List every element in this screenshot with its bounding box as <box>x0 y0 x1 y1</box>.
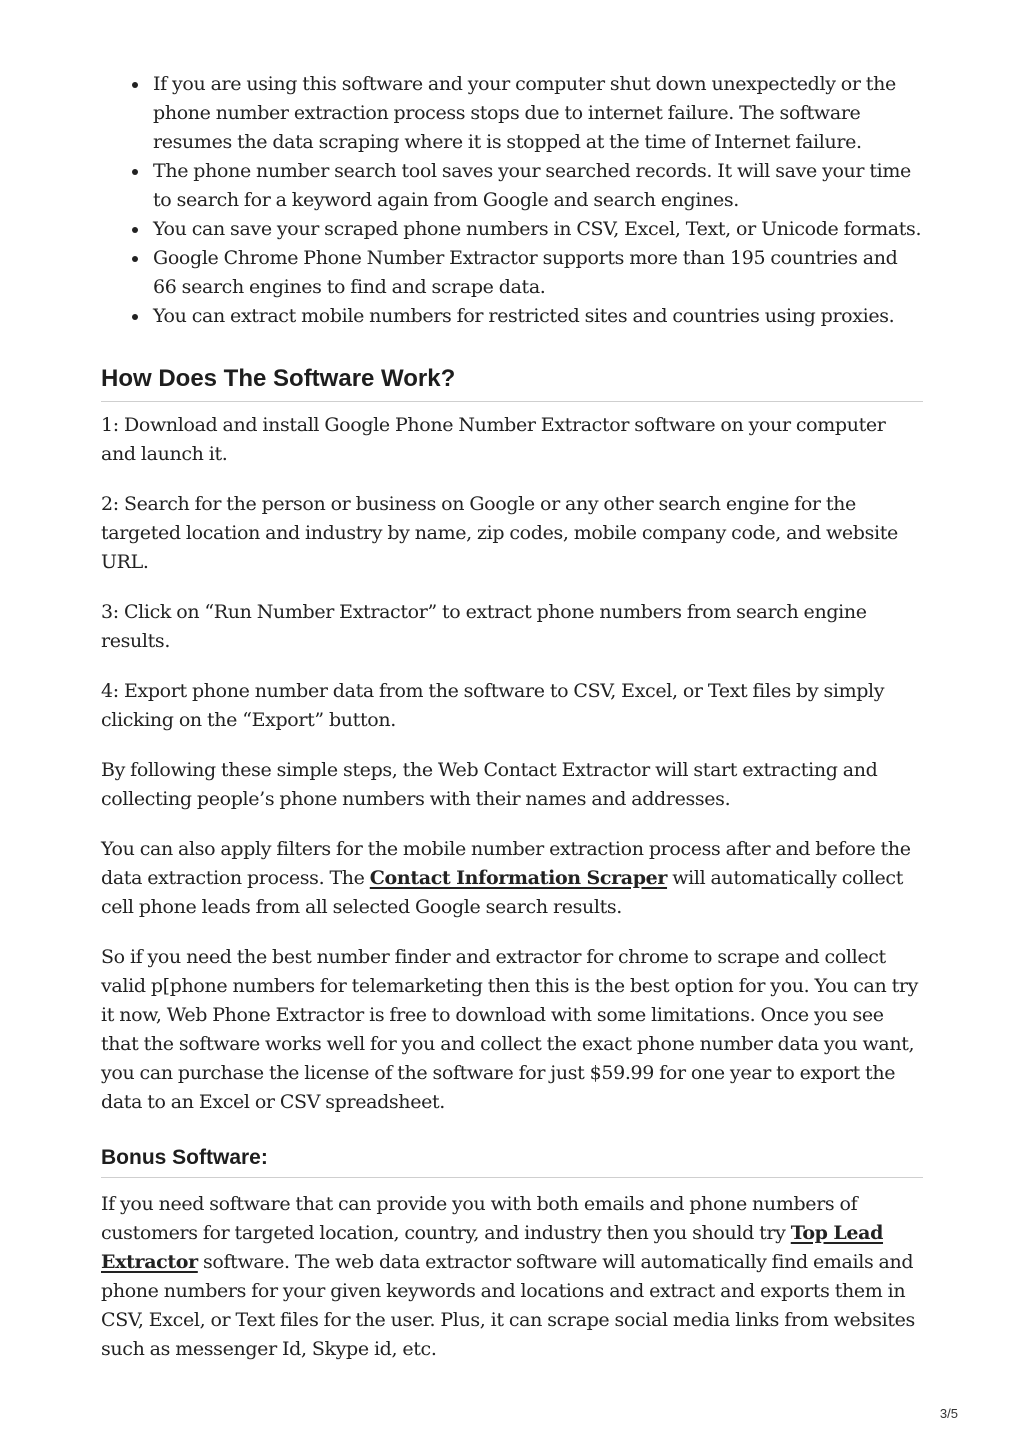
feature-list-item: You can save your scraped phone numbers in CSV, Excel, Text, or Unicode formats. <box>153 215 923 244</box>
feature-list-item: You can extract mobile numbers for restricted sites and countries using proxies. <box>153 302 923 331</box>
page-number: 3/5 <box>939 1406 958 1421</box>
following-steps-paragraph: By following these simple steps, the Web Contact Extractor will start extracting and collecting people’s phone numbers with their names and addresses. <box>101 759 878 810</box>
feature-list <box>101 70 923 331</box>
feature-list-item: If you are using this software and your computer shut down unexpectedly or the phone number extraction process stops due to internet failure. The software resumes the data scraping where it is stopped at the time of Internet failure. <box>153 70 923 157</box>
feature-list-item: The phone number search tool saves your searched records. It will save your time to search for a keyword again from Google and search engines. <box>153 157 923 215</box>
step-4-paragraph: 4: Export phone number data from the software to CSV, Excel, or Text files by simply clicking on the “Export” button. <box>101 680 885 731</box>
bonus-paragraph <box>101 1190 923 1364</box>
feature-list-item: Google Chrome Phone Number Extractor supports more than 195 countries and 66 search engines to find and scrape data. <box>153 244 923 302</box>
recommendation-paragraph: So if you need the best number finder and extractor for chrome to scrape and collect valid p[phone numbers for telemarketing then this is the best option for you. You can try it now, Web Phone Extractor is free to download with some limitations. Once you see that the software works well for you and collect the exact phone number data you want, you can purchase the license of the software for just $59.99 for one year to export the data to an Excel or CSV spreadsheet. <box>101 946 919 1113</box>
filters-text-before: You can also apply filters for the mobile number extraction process after and before the data extraction process. The <box>101 838 911 889</box>
top-lead-extractor-link[interactable]: Top Lead Extractor <box>101 1222 884 1273</box>
bonus-text-before: If you need software that can provide you with both emails and phone numbers of customers for targeted location, country, and industry then you should try <box>101 1193 858 1244</box>
how-it-works-heading: How Does The Software Work? <box>101 364 923 402</box>
filters-text-after: will automatically collect cell phone leads from all selected Google search results. <box>101 867 904 918</box>
step-3-paragraph: 3: Click on “Run Number Extractor” to extract phone numbers from search engine results. <box>101 601 867 652</box>
contact-information-scraper-link[interactable]: Contact Information Scraper <box>369 867 668 889</box>
step-1-paragraph: 1: Download and install Google Phone Number Extractor software on your computer and launch it. <box>101 414 886 465</box>
step-2-paragraph: 2: Search for the person or business on Google or any other search engine for the targeted location and industry by name, zip codes, mobile company code, and website URL. <box>101 493 898 573</box>
bonus-text-after: software. The web data extractor software will automatically find emails and phone numbers for your given keywords and locations and extract and exports them in CSV, Excel, or Text files for the user. Plus, it can scrape social media links from websites such as messenger Id, Skype id, etc. <box>101 1251 915 1360</box>
bonus-software-heading: Bonus Software: <box>101 1145 923 1178</box>
filters-paragraph <box>101 835 923 922</box>
document-page <box>101 70 923 1364</box>
